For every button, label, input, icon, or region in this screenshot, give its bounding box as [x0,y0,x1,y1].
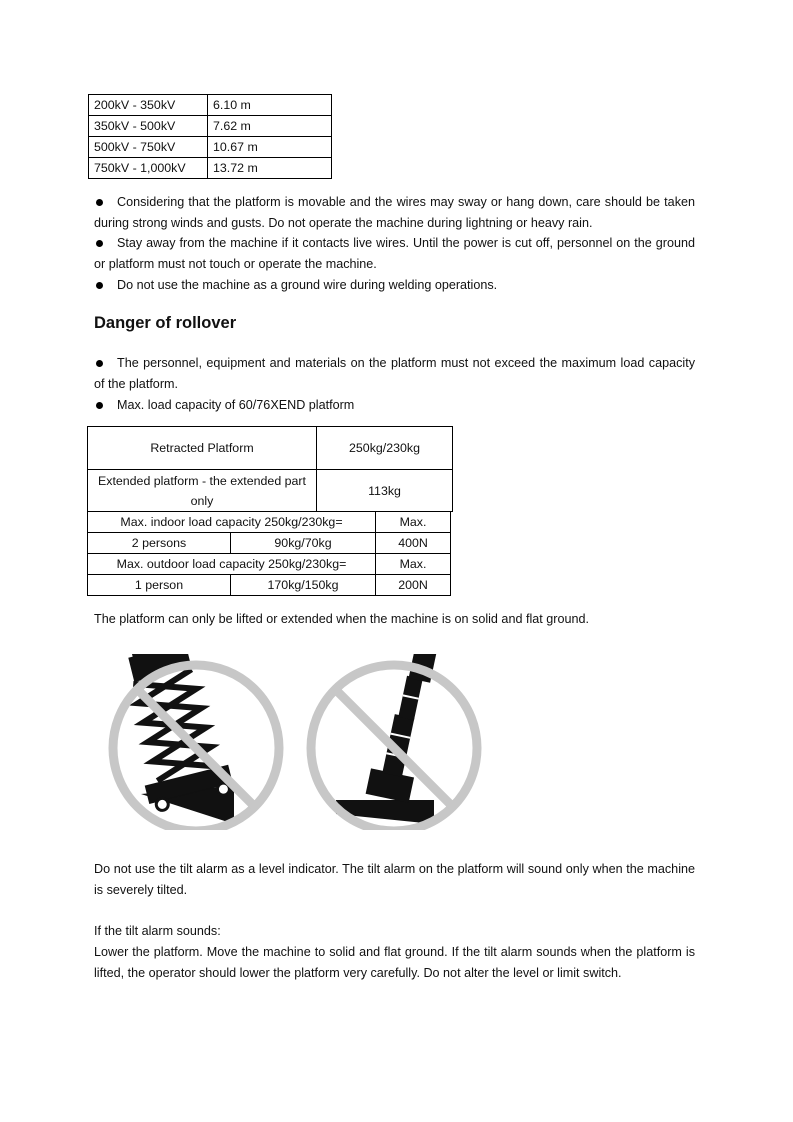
bullet-icon [96,282,103,289]
tilted-mast-lift-icon [311,654,477,830]
voltage-range-cell: 500kV - 750kV [89,137,208,158]
load-capacity-table-lower [87,511,451,596]
lower-platform-text: Lower the platform. Move the machine to solid and flat ground. If the tilt alarm sounds when the platform is lifted, the operator should lower the platform very carefully. Do not alter the level or limit switch. [94,945,695,980]
bullet-load-capacity [94,353,695,395]
bullet-welding-warning [94,275,695,296]
table-row [88,575,451,596]
bullet-icon [96,240,103,247]
table-row [89,158,332,179]
if-alarm-text: If the tilt alarm sounds: [94,924,221,938]
extended-label-cell: Extended platform - the extended part only [88,470,317,512]
section-heading: Danger of rollover [94,314,237,332]
outdoor-persons-cell: 1 person [88,575,231,596]
bullet-wind-warning [94,192,695,234]
distance-cell: 10.67 m [208,137,332,158]
voltage-range-cell: 750kV - 1,000kV [89,158,208,179]
bullet-text: Do not use the machine as a ground wire during welding operations. [117,278,498,292]
table-row [89,95,332,116]
distance-cell: 13.72 m [208,158,332,179]
outdoor-weight-cell: 170kg/150kg [231,575,376,596]
bullet-text: Considering that the platform is movable and the wires may sway or hang down, care should be taken during strong winds and gusts. Do not operate the machine during lightning or heavy rain. [94,195,695,230]
tilted-scissor-lift-icon [104,654,279,830]
bullet-text: Max. load capacity of 60/76XEND platform [117,398,355,412]
distance-cell: 6.10 m [208,95,332,116]
table-row [88,427,453,470]
bullet-icon [96,360,103,367]
table-row [89,137,332,158]
voltage-range-cell: 200kV - 350kV [89,95,208,116]
no-tilted-operation-illustration [104,654,489,830]
voltage-distance-table [88,94,332,179]
bullet-live-wires-warning [94,233,695,275]
indoor-label-cell: Max. indoor load capacity 250kg/230kg= [88,512,376,533]
table-row [88,533,451,554]
distance-cell: 7.62 m [208,116,332,137]
tilt-alarm-text: Do not use the tilt alarm as a level indicator. The tilt alarm on the platform will sound only when the machine is severely tilted. [94,862,695,897]
bullet-text: Stay away from the machine if it contacts live wires. Until the power is cut off, personnel on the ground or platform must not touch or operate the machine. [94,236,695,271]
solid-ground-text: The platform can only be lifted or extended when the machine is on solid and flat ground. [94,612,589,626]
load-capacity-table-upper [87,426,453,512]
retracted-label-cell: Retracted Platform [88,427,317,470]
indoor-force-cell-2: 400N [376,533,451,554]
table-row [88,512,451,533]
voltage-range-cell: 350kV - 500kV [89,116,208,137]
table-row [88,554,451,575]
table-row [89,116,332,137]
bullet-text: The personnel, equipment and materials on the platform must not exceed the maximum load capacity of the platform. [94,356,695,391]
indoor-weight-cell: 90kg/70kg [231,533,376,554]
indoor-force-cell-1: Max. [376,512,451,533]
bullet-icon [96,402,103,409]
bullet-icon [96,199,103,206]
outdoor-force-cell-1: Max. [376,554,451,575]
retracted-value-cell: 250kg/230kg [317,427,453,470]
bullet-max-load [94,395,695,416]
table-row [88,470,453,512]
outdoor-force-cell-2: 200N [376,575,451,596]
extended-value-cell: 113kg [317,470,453,512]
indoor-persons-cell: 2 persons [88,533,231,554]
outdoor-label-cell: Max. outdoor load capacity 250kg/230kg= [88,554,376,575]
